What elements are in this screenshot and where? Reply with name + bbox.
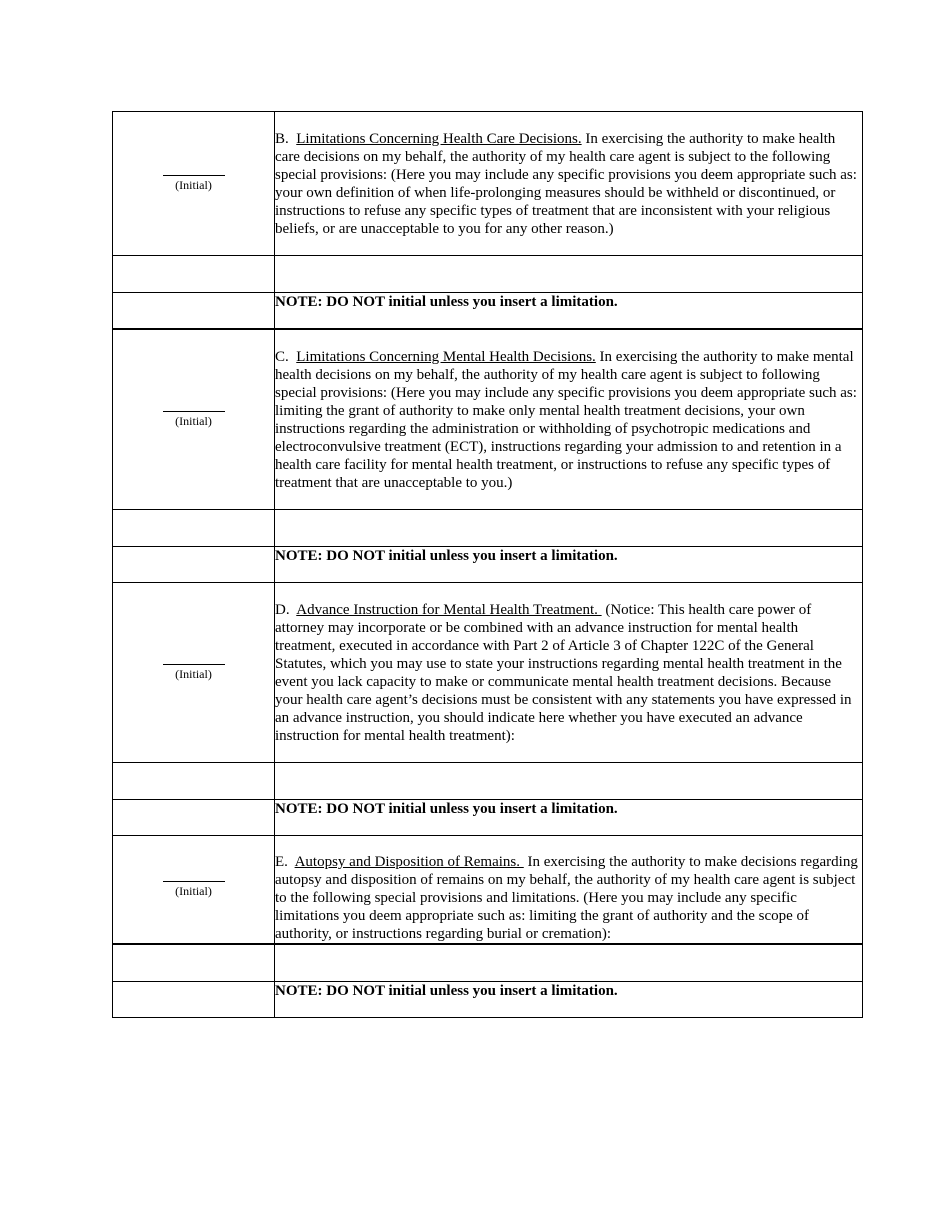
section-b-text <box>275 112 863 256</box>
section-d-body: (Notice: This health care power of attorney may incorporate or be combined with an advance instruction for mental health treatment, executed in accordance with Part 2 of Article 3 of Chapter 122C of the General Statutes, which you may use to state your instructions regarding mental health treatment in the event you lack capacity to make or communicate mental health treatment decisions. Because your health care agent’s decisions must be consistent with any statements you have expressed in an advance instruction, you should indicate here whether you have executed an advance instruction for mental health treatment): <box>275 601 852 744</box>
section-b-body: In exercising the authority to make health care decisions on my behalf, the authority of my health care agent is subject to the following special provisions: (Here you may include any specific provisions you deem appropriate such as: your own definition of when life-prolonging measures should be withheld or discontinued, or instructions to refuse any specific types of treatment that are inconsistent with your religious beliefs, or are unacceptable to you for any other reason.) <box>275 130 857 237</box>
note-row-c <box>113 547 863 583</box>
note-left-d <box>113 800 275 836</box>
limitation-entry-left-d <box>113 763 275 800</box>
initial-line <box>163 175 225 176</box>
section-e-text <box>275 836 863 945</box>
section-c-text <box>275 329 863 510</box>
section-b-prefix: B. <box>275 130 297 147</box>
section-c-prefix: C. <box>275 348 297 365</box>
section-e-body: In exercising the authority to make decisions regarding autopsy and disposition of remains on my behalf, the authority of my health care agent is subject to the following special provisions and limitations. (Here you may include any specific limitations you deem appropriate such as: limiting the grant of authority and the scope of authority, or instructions regarding burial or cremation): <box>275 854 858 942</box>
initial-line <box>163 664 225 665</box>
initial-field-c[interactable] <box>113 329 275 510</box>
initial-label: (Initial) <box>175 883 212 898</box>
limitation-entry-field-b[interactable] <box>275 256 863 293</box>
note-text: NOTE: DO NOT initial unless you insert a limitation. <box>275 547 618 564</box>
limitation-entry-row-c <box>113 510 863 547</box>
limitation-entry-row-b <box>113 256 863 293</box>
limitations-form-table <box>112 111 863 1018</box>
initial-line <box>163 411 225 412</box>
limitation-entry-left-b <box>113 256 275 293</box>
initial-field-d[interactable] <box>113 583 275 763</box>
initial-field-b[interactable] <box>113 112 275 256</box>
section-e-prefix: E. <box>275 854 295 870</box>
section-b-heading: Limitations Concerning Health Care Decisions. <box>296 130 582 147</box>
section-d-prefix: D. <box>275 601 297 618</box>
note-left-e <box>113 982 275 1018</box>
initial-label: (Initial) <box>175 177 212 192</box>
limitation-entry-row-d <box>113 763 863 800</box>
limitation-entry-field-c[interactable] <box>275 510 863 547</box>
limitation-entry-left-e <box>113 944 275 982</box>
initial-label: (Initial) <box>175 413 212 428</box>
section-b-row <box>113 112 863 256</box>
section-c-row <box>113 329 863 510</box>
initial-field-e[interactable] <box>113 836 275 945</box>
section-d-text <box>275 583 863 763</box>
initial-line <box>163 881 225 882</box>
limitation-entry-row-e <box>113 944 863 982</box>
note-text: NOTE: DO NOT initial unless you insert a limitation. <box>275 982 618 999</box>
note-text: NOTE: DO NOT initial unless you insert a limitation. <box>275 800 618 817</box>
section-c-heading: Limitations Concerning Mental Health Decisions. <box>296 348 596 365</box>
initial-label: (Initial) <box>175 666 212 681</box>
section-c-body: In exercising the authority to make mental health decisions on my behalf, the authority of my health care agent is subject to following special provisions: (Here you may include any specific provisions you deem appropriate such as: limiting the grant of authority to make only mental health treatment decisions, your own instructions regarding the administration or withholding of psychotropic medications and electroconvulsive treatment (ECT), instructions regarding your admission to and retention in a health care facility for mental health treatment, or instructions to refuse any specific types of treatment that are unacceptable to you.) <box>275 348 857 491</box>
note-row-b <box>113 293 863 330</box>
note-row-d <box>113 800 863 836</box>
note-b <box>275 293 863 330</box>
note-c <box>275 547 863 583</box>
section-d-row <box>113 583 863 763</box>
section-d-heading: Advance Instruction for Mental Health Treatment. <box>296 601 602 618</box>
note-row-e <box>113 982 863 1018</box>
note-text: NOTE: DO NOT initial unless you insert a limitation. <box>275 293 618 310</box>
limitation-entry-field-d[interactable] <box>275 763 863 800</box>
note-left-b <box>113 293 275 330</box>
limitation-entry-field-e[interactable] <box>275 944 863 982</box>
note-d <box>275 800 863 836</box>
note-e <box>275 982 863 1018</box>
section-e-row <box>113 836 863 945</box>
limitation-entry-left-c <box>113 510 275 547</box>
section-e-heading: Autopsy and Disposition of Remains. <box>294 854 524 870</box>
note-left-c <box>113 547 275 583</box>
